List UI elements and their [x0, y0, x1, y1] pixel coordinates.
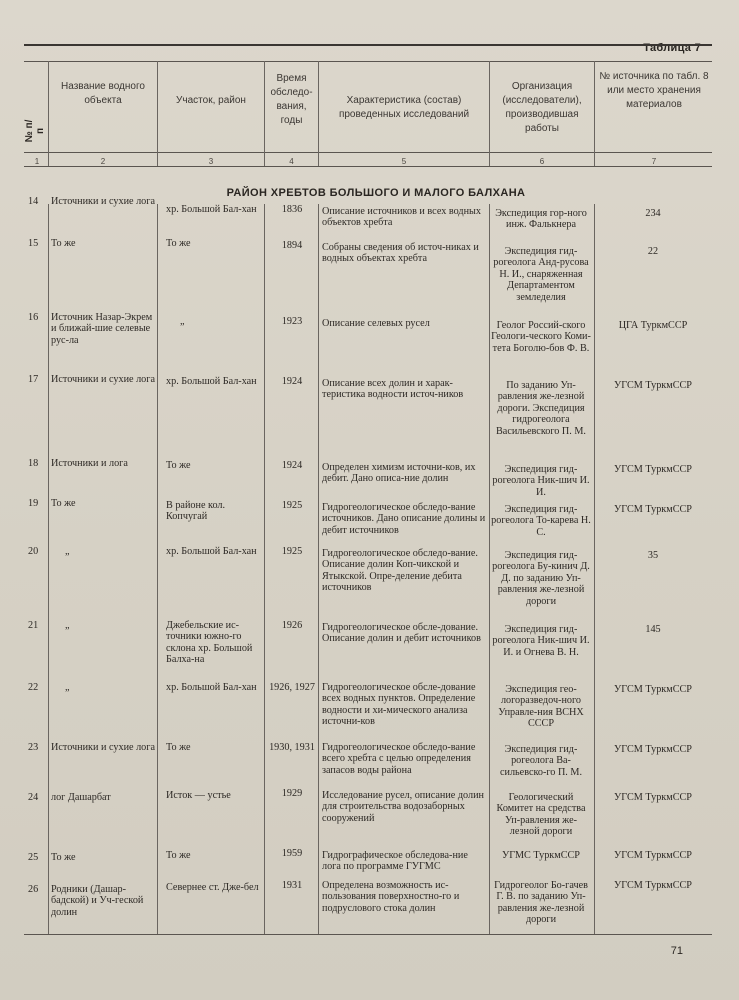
region: В районе кол. Копчугай — [166, 500, 226, 523]
region: Исток — устье — [166, 790, 231, 801]
organization: Экспедиция гид-рогеолога Ник-шич И. И. — [492, 464, 590, 498]
survey-time: 1923 — [281, 316, 303, 327]
characteristic: Определен химизм источни-ков, их дебит. Дано описа-ние долин — [322, 462, 476, 485]
source: УГСМ ТуркмССР — [614, 684, 692, 695]
column-number: 4 — [289, 157, 294, 166]
row-number: 21 — [28, 620, 39, 631]
colnum-bottom-rule — [24, 166, 712, 167]
table-title: Таблица 7 — [643, 42, 701, 54]
object-name: Источники и сухие лога — [51, 374, 155, 385]
column-divider — [264, 204, 265, 934]
characteristic: Определена возможность ис-пользования поверхностно-го и подруслового стока долин — [322, 880, 460, 914]
organization: Экспедиция гео-логоразведоч-ного Управле-ния ВСНХ СССР — [498, 684, 584, 730]
organization: Экспедиция гид-рогеолога Анд-русова Н. И., снаряженная Департаментом земледелия — [493, 246, 589, 303]
source: 35 — [647, 550, 659, 561]
column-divider — [48, 204, 49, 934]
organization: УГМС ТуркмССР — [502, 850, 580, 861]
header-time: Время обследо-вания, годы — [270, 73, 313, 126]
object-name: То же — [51, 852, 76, 863]
organization: Геологический Комитет на средства Уп-равления же-лезной дороги — [496, 792, 586, 838]
source: УГСМ ТуркмССР — [614, 380, 692, 391]
header-top-rule — [24, 61, 712, 62]
region: То же — [166, 850, 191, 861]
header-num: № п/п — [24, 119, 46, 143]
column-divider — [489, 204, 490, 934]
survey-time: 1924 — [281, 460, 303, 471]
source: 234 — [645, 208, 661, 219]
column-number: 3 — [208, 157, 214, 166]
row-number: 20 — [28, 546, 39, 557]
organization: Геолог Россий-ского Геологи-ческого Коми-тета Боголю-бов Ф. В. — [491, 320, 591, 354]
source: УГСМ ТуркмССР — [614, 850, 692, 861]
region: хр. Большой Бал-хан — [166, 204, 257, 215]
survey-time: 1959 — [281, 848, 303, 859]
row-number: 15 — [28, 238, 39, 249]
column-number: 2 — [100, 157, 106, 166]
survey-time: 1930, 1931 — [269, 742, 315, 753]
survey-time: 1925 — [281, 546, 303, 557]
organization: Экспедиция гор-ного инж. Фалькнера — [495, 208, 587, 231]
survey-time: 1926, 1927 — [269, 682, 315, 693]
page-number: 71 — [670, 945, 683, 957]
characteristic: Гидрогеологическое обследо-вание всего хребта с целью определения запасов воды района — [322, 742, 476, 776]
region: То же — [166, 742, 191, 753]
source: УГСМ ТуркмССР — [614, 792, 692, 803]
characteristic: Исследование русел, описание долин для строительства водозаборных сооружений — [322, 790, 484, 824]
source: УГСМ ТуркмССР — [614, 744, 692, 755]
object-name: Родники (Дашар-бадской) и Уч-геской долин — [51, 884, 144, 918]
section-title: РАЙОН ХРЕБТОВ БОЛЬШОГО И МАЛОГО БАЛХАНА — [226, 187, 526, 199]
source: 22 — [647, 246, 659, 257]
header-divider — [48, 61, 49, 166]
organization: Гидрогеолог Бо-гачев Г. В. по заданию Уп-равления же-лезной дороги — [494, 880, 588, 926]
column-divider — [594, 204, 595, 934]
characteristic: Собраны сведения об источ-никах и водных объектах хребта — [322, 242, 479, 265]
characteristic: Гидрографическое обследова-ние лога по программе ГУГМС — [322, 850, 468, 873]
header-characteristic: Характеристика (состав) проведенных исследований — [338, 95, 470, 120]
region: То же — [166, 238, 191, 249]
row-number: 22 — [28, 682, 39, 693]
column-number: 7 — [651, 157, 657, 166]
header-divider — [264, 61, 265, 166]
header-divider — [157, 61, 158, 166]
header-divider — [594, 61, 595, 166]
characteristic: Описание всех долин и харак-теристика водности источ-ников — [322, 378, 464, 401]
column-number: 5 — [401, 157, 407, 166]
object-name: Источники и лога — [51, 458, 128, 469]
header-organization: Организация (исследователи), производившая работы — [502, 81, 582, 134]
organization: По заданию Уп-равления же-лезной дороги. Экспедиция гидрогеолога Васильевского П. М. — [496, 380, 586, 437]
source: ЦГА ТуркмССР — [618, 320, 688, 331]
survey-time: 1924 — [281, 376, 303, 387]
header-divider — [318, 61, 319, 166]
characteristic: Гидрогеологическое обследо-вание источников. Дано описание долины и дебит источников — [322, 502, 486, 536]
table-top-rule — [24, 44, 712, 46]
column-number: 1 — [34, 157, 40, 166]
object-name: „ — [65, 682, 70, 693]
survey-time: 1925 — [281, 500, 303, 511]
region: „ — [180, 316, 185, 327]
survey-time: 1929 — [281, 788, 303, 799]
organization: Экспедиция гид-рогеолога То-карева Н. С. — [491, 504, 591, 538]
characteristic: Описание селевых русел — [322, 318, 430, 329]
characteristic: Описание источников и всех водных объектов хребта — [322, 206, 481, 229]
object-name: То же — [51, 238, 76, 249]
column-number: 6 — [539, 157, 545, 166]
characteristic: Гидрогеологическое обсле-дование всех водных пунктов. Определение водности и хи-мического анализа источни-ков — [322, 682, 476, 728]
organization: Экспедиция гид-рогеолога Ник-шич И. И. и Огнева В. Н. — [492, 624, 590, 658]
source: УГСМ ТуркмССР — [614, 880, 692, 891]
region: То же — [166, 460, 191, 471]
row-number: 19 — [28, 498, 39, 509]
row-number: 18 — [28, 458, 39, 469]
source: 145 — [645, 624, 661, 635]
organization: Экспедиция гид-рогеолога Ва-сильевско-го П. М. — [499, 744, 583, 778]
column-divider — [318, 204, 319, 934]
characteristic: Гидрогеологическое обсле-дование. Описание долин и дебит источников — [322, 622, 481, 645]
object-name: лог Дашарбат — [51, 792, 111, 803]
region: хр. Большой Бал-хан — [166, 682, 257, 693]
characteristic: Гидрогеологическое обследо-вание. Описание долин Коп-чикской и Ятыкской. Опре-деление дебита источников — [322, 548, 478, 594]
object-name: Источники и сухие лога — [51, 742, 155, 753]
object-name: Источник Назар-Экрем и ближай-шие селевые рус-ла — [51, 312, 153, 346]
column-divider — [157, 204, 158, 934]
header-divider — [489, 61, 490, 166]
object-name: Источники и сухие лога — [51, 196, 155, 207]
survey-time: 1931 — [281, 880, 303, 891]
survey-time: 1926 — [281, 620, 303, 631]
object-name: То же — [51, 498, 76, 509]
header-source: № источника по табл. 8 или место хранения материалов — [599, 71, 709, 110]
row-number: 26 — [28, 884, 39, 895]
survey-time: 1836 — [281, 204, 303, 215]
object-name: „ — [65, 546, 70, 557]
source: УГСМ ТуркмССР — [614, 504, 692, 515]
organization: Экспедиция гид-рогеолога Бу-кинич Д. Д. по заданию Уп-равления же-лезной дороги — [492, 550, 590, 607]
row-number: 24 — [28, 792, 39, 803]
object-name: „ — [65, 620, 70, 631]
region: хр. Большой Бал-хан — [166, 546, 257, 557]
header-bottom-rule — [24, 152, 712, 153]
row-number: 17 — [28, 374, 39, 385]
region: хр. Большой Бал-хан — [166, 376, 257, 387]
table-bottom-rule — [24, 934, 712, 935]
region: Джебельские ис-точники южно-го склона хр. Большой Балха-на — [166, 620, 253, 666]
header-name: Название водного объекта — [61, 81, 145, 106]
region: Севернее ст. Дже-бел — [166, 882, 259, 893]
row-number: 16 — [28, 312, 39, 323]
row-number: 25 — [28, 852, 39, 863]
survey-time: 1894 — [281, 240, 303, 251]
source: УГСМ ТуркмССР — [614, 464, 692, 475]
row-number: 14 — [28, 196, 39, 207]
row-number: 23 — [28, 742, 39, 753]
header-region: Участок, район — [176, 95, 246, 106]
